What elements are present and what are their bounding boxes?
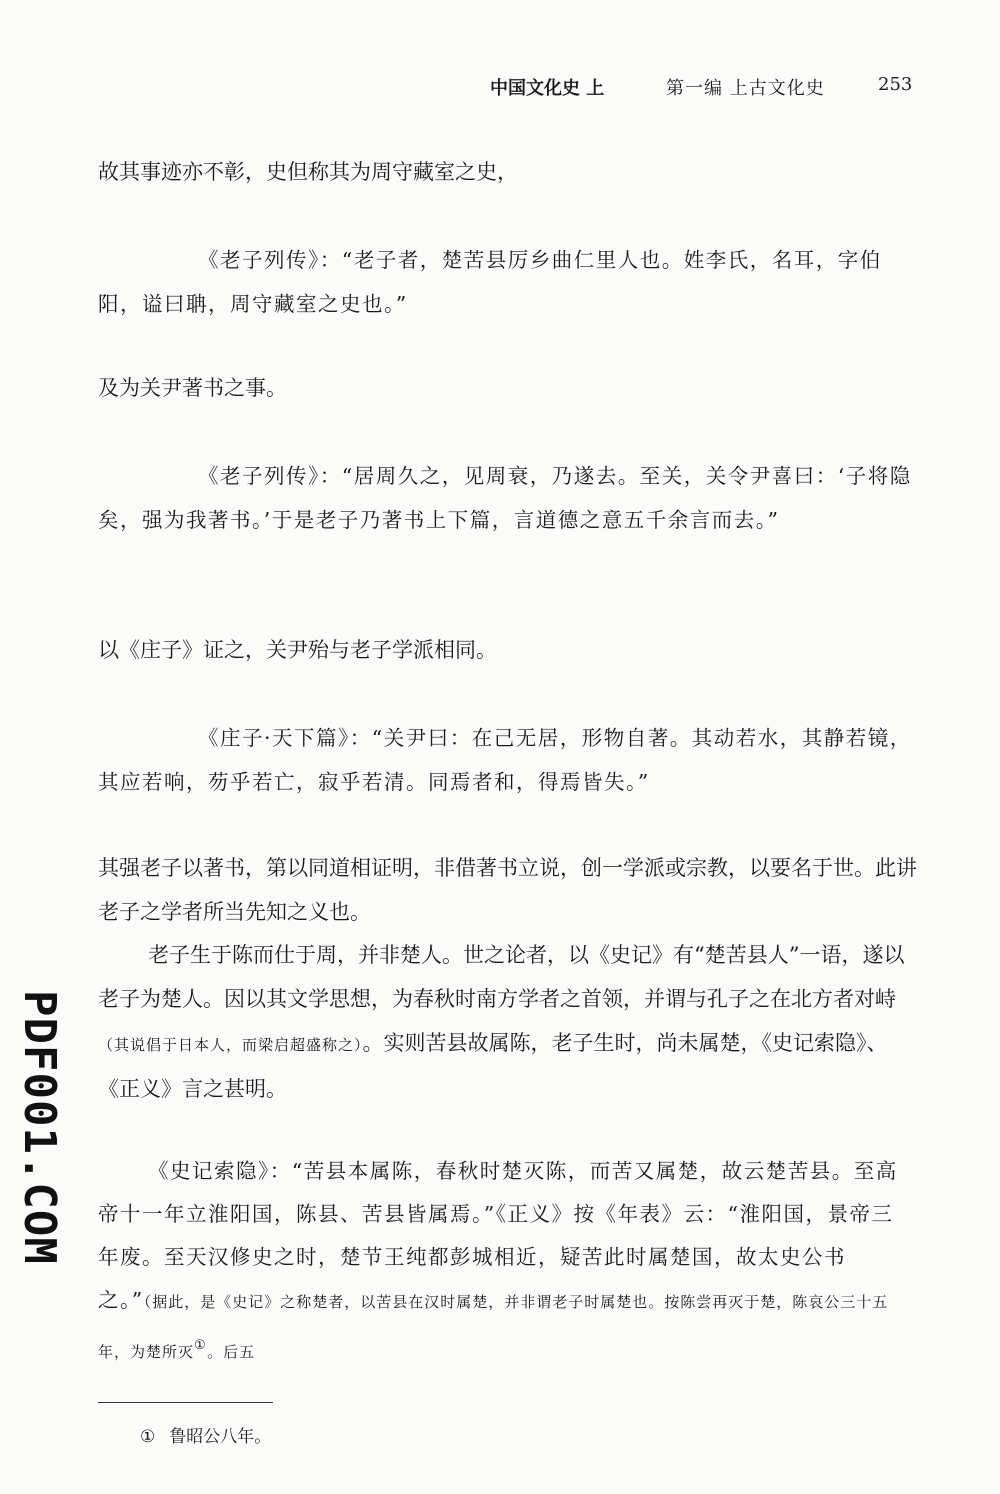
running-header	[490, 74, 913, 102]
paragraph-5	[98, 933, 918, 1111]
watermark-text: PDF001.COM	[14, 990, 65, 1265]
paragraph-4: 其强老子以著书，第以同道相证明，非借著书立说，创一学派或宗教，以要名于世。此讲老子之学者所当先知之义也。	[98, 856, 917, 924]
quote-laozi-biography-1: 《老子列传》：“老子者，楚苦县厉乡曲仁里人也。姓李氏，名耳，字伯阳，谥曰聃，周守藏室之史也。”	[98, 248, 882, 316]
paragraph-3: 以《庄子》证之，关尹殆与老子学派相同。	[98, 638, 497, 662]
quote-laozi-biography-2: 《老子列传》：“居周久之，见周衰，乃遂去。至关，关令尹喜曰：‘子将隐矣，强为我著书。’于是老子乃著书上下篇，言道德之意五千余言而去。”	[98, 464, 912, 532]
part-title: 第一编 上古文化史	[666, 78, 825, 99]
footnote-mark: ①	[140, 1427, 156, 1447]
paragraph-2: 及为关尹著书之事。	[98, 376, 287, 400]
footnote-rule	[98, 1402, 273, 1403]
quote-4-tail: 。后五	[207, 1342, 256, 1361]
paragraph-1: 故其事迹亦不彰，史但称其为周守藏室之史，	[98, 160, 518, 184]
footnote-ref[interactable]: ①	[194, 1338, 208, 1353]
paragraph-5-text-a: 老子生于陈而仕于周，并非楚人。世之论者，以《史记》有“楚苦县人”一语，遂以老子为楚人。因以其文学思想，为春秋时南方学者之首领，并谓与孔子之在北方者对峙	[98, 943, 905, 1011]
footnote-text: 鲁昭公八年。	[169, 1427, 272, 1447]
book-title: 中国文化史 上	[490, 78, 605, 99]
page-number: 253	[878, 74, 913, 95]
quote-4-note: （据此，是《史记》之称楚者，以苦县在汉时属楚，并非谓老子时属楚也。按陈尝再灭于楚，陈哀公三十五年，为楚所灭	[98, 1293, 889, 1361]
footnote	[140, 1422, 271, 1452]
quote-4-text: 《史记索隐》：“苦县本属陈，春秋时楚灭陈，而苦又属楚，故云楚苦县。至高帝十一年立淮阳国，陈县、苦县皆属焉。”《正义》按《年表》云：“淮阳国，景帝三年废。至天汉修史之时，楚节王纯都彭城相近，疑苦此时属楚国，故太史公书之。”	[98, 1159, 898, 1312]
quote-zhuangzi-tianxia: 《庄子·天下篇》：“关尹曰：在己无居，形物自著。其动若水，其静若镜，其应若响，芴乎若亡，寂乎若清。同焉者和，得焉皆失。”	[98, 726, 912, 794]
paragraph-5-note: （其说倡于日本人，而梁启超盛称之）	[98, 1036, 363, 1054]
paragraph-5-text-b: 。实则苦县故属陈，老子生时，尚未属楚，《史记索隐》、《正义》言之甚明。	[98, 1031, 888, 1101]
quote-shiji-suoyin	[98, 1150, 913, 1374]
